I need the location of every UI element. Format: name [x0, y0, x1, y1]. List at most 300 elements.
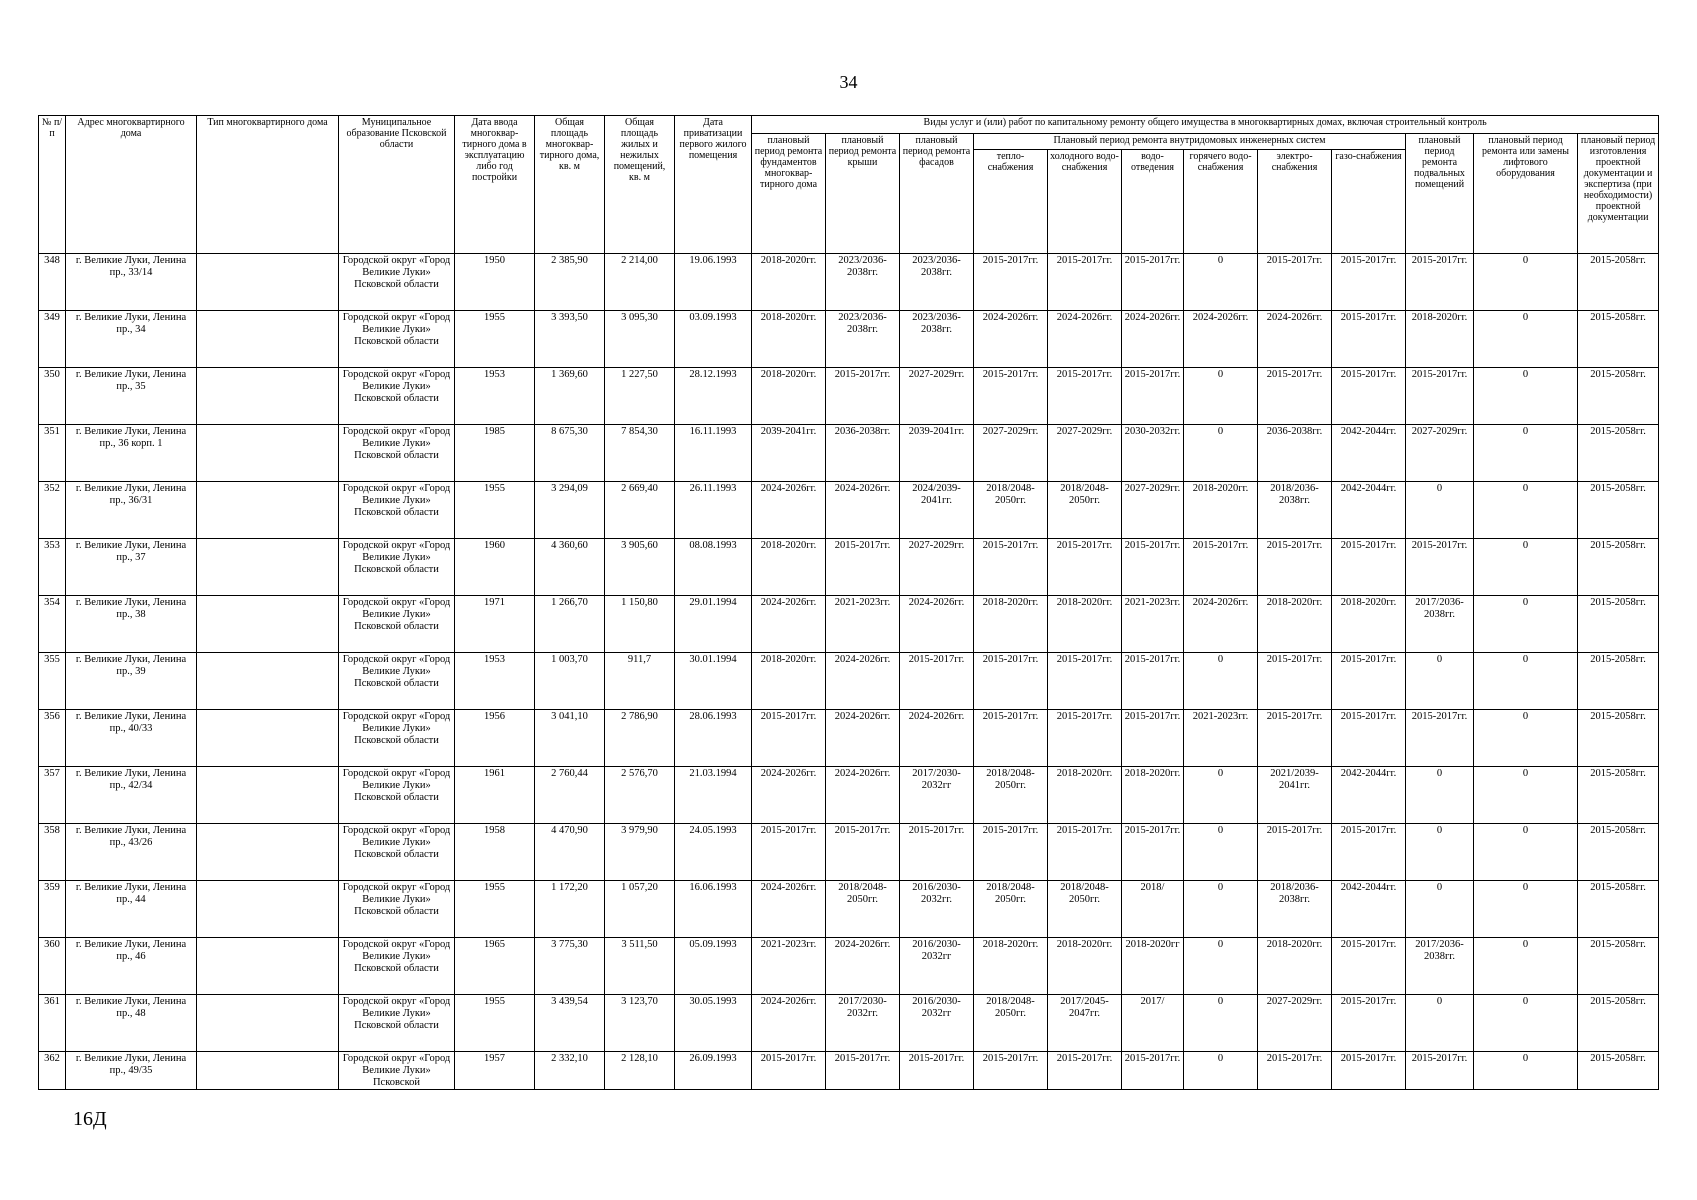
cell-gas: 2042-2044гг. — [1332, 881, 1406, 938]
cell-drainage: 2027-2029гг. — [1122, 482, 1184, 539]
cell-total-area: 1 369,60 — [535, 368, 605, 425]
cell-total-area: 2 760,44 — [535, 767, 605, 824]
cell-type — [197, 995, 339, 1052]
cell-drainage: 2015-2017гг. — [1122, 254, 1184, 311]
cell-foundation: 2021-2023гг. — [752, 938, 826, 995]
cell-roof: 2024-2026гг. — [826, 482, 900, 539]
cell-foundation: 2015-2017гг. — [752, 1052, 826, 1090]
cell-hot-water: 0 — [1184, 425, 1258, 482]
cell-type — [197, 311, 339, 368]
table-row — [39, 482, 1659, 539]
cell-num: 349 — [39, 311, 66, 368]
cell-priv-date: 03.09.1993 — [675, 311, 752, 368]
footer-code: 16Д — [73, 1108, 107, 1130]
cell-roof: 2024-2026гг. — [826, 938, 900, 995]
cell-address: г. Великие Луки, Ленина пр., 46 — [66, 938, 197, 995]
cell-electricity: 2018/2036-2038гг. — [1258, 881, 1332, 938]
cell-total-area: 1 172,20 — [535, 881, 605, 938]
cell-cold-water: 2018/2048-2050гг. — [1048, 482, 1122, 539]
cell-heating: 2015-2017гг. — [974, 254, 1048, 311]
cell-num: 350 — [39, 368, 66, 425]
cell-cold-water: 2015-2017гг. — [1048, 368, 1122, 425]
table-row — [39, 710, 1659, 767]
cell-roof: 2015-2017гг. — [826, 539, 900, 596]
cell-design: 2015-2058гг. — [1578, 425, 1659, 482]
cell-electricity: 2015-2017гг. — [1258, 1052, 1332, 1090]
cell-num: 352 — [39, 482, 66, 539]
cell-design: 2015-2058гг. — [1578, 539, 1659, 596]
cell-cold-water: 2018-2020гг. — [1048, 767, 1122, 824]
header-facade: плановый период ремонта фасадов — [900, 134, 974, 254]
cell-elevator: 0 — [1474, 596, 1578, 653]
cell-drainage: 2015-2017гг. — [1122, 653, 1184, 710]
cell-basement: 0 — [1406, 824, 1474, 881]
cell-municipality: Городской округ «Город Великие Луки» Псковской области — [339, 824, 455, 881]
cell-basement: 0 — [1406, 767, 1474, 824]
cell-residential-area: 1 227,50 — [605, 368, 675, 425]
cell-foundation: 2018-2020гг. — [752, 653, 826, 710]
header-type: Тип многоквартирного дома — [197, 116, 339, 254]
cell-type — [197, 425, 339, 482]
cell-address: г. Великие Луки, Ленина пр., 44 — [66, 881, 197, 938]
cell-priv-date: 08.08.1993 — [675, 539, 752, 596]
cell-address: г. Великие Луки, Ленина пр., 37 — [66, 539, 197, 596]
header-basement: плановый период ремонта подвальных помещений — [1406, 134, 1474, 254]
cell-roof: 2018/2048-2050гг. — [826, 881, 900, 938]
page-number: 34 — [839, 72, 858, 92]
cell-design: 2015-2058гг. — [1578, 254, 1659, 311]
cell-heating: 2018-2020гг. — [974, 596, 1048, 653]
cell-total-area: 4 360,60 — [535, 539, 605, 596]
cell-hot-water: 2021-2023гг. — [1184, 710, 1258, 767]
cell-cold-water: 2015-2017гг. — [1048, 710, 1122, 767]
cell-priv-date: 26.09.1993 — [675, 1052, 752, 1090]
cell-foundation: 2024-2026гг. — [752, 767, 826, 824]
cell-drainage: 2018-2020гг — [1122, 938, 1184, 995]
cell-address: г. Великие Луки, Ленина пр., 39 — [66, 653, 197, 710]
cell-total-area: 3 041,10 — [535, 710, 605, 767]
header-drainage: водо-отведения — [1122, 150, 1184, 254]
header-address: Адрес многоквартирного дома — [66, 116, 197, 254]
cell-roof: 2021-2023гг. — [826, 596, 900, 653]
cell-address: г. Великие Луки, Ленина пр., 38 — [66, 596, 197, 653]
cell-total-area: 3 439,54 — [535, 995, 605, 1052]
cell-num: 360 — [39, 938, 66, 995]
cell-type — [197, 767, 339, 824]
cell-foundation: 2015-2017гг. — [752, 824, 826, 881]
cell-elevator: 0 — [1474, 824, 1578, 881]
table-row — [39, 938, 1659, 995]
cell-gas: 2015-2017гг. — [1332, 539, 1406, 596]
cell-basement: 2017/2036-2038гг. — [1406, 938, 1474, 995]
cell-foundation: 2018-2020гг. — [752, 368, 826, 425]
cell-design: 2015-2058гг. — [1578, 311, 1659, 368]
cell-roof: 2024-2026гг. — [826, 710, 900, 767]
cell-facade: 2024-2026гг. — [900, 710, 974, 767]
cell-design: 2015-2058гг. — [1578, 995, 1659, 1052]
cell-elevator: 0 — [1474, 767, 1578, 824]
cell-residential-area: 3 979,90 — [605, 824, 675, 881]
cell-design: 2015-2058гг. — [1578, 653, 1659, 710]
cell-basement: 2015-2017гг. — [1406, 1052, 1474, 1090]
table-row — [39, 539, 1659, 596]
cell-year: 1965 — [455, 938, 535, 995]
header-foundation: плановый период ремонта фундаментов многоквар-тирного дома — [752, 134, 826, 254]
capital-repair-table — [38, 115, 1659, 1090]
cell-address: г. Великие Луки, Ленина пр., 36 корп. 1 — [66, 425, 197, 482]
cell-total-area: 4 470,90 — [535, 824, 605, 881]
cell-roof: 2015-2017гг. — [826, 1052, 900, 1090]
cell-electricity: 2015-2017гг. — [1258, 254, 1332, 311]
cell-gas: 2015-2017гг. — [1332, 653, 1406, 710]
cell-num: 357 — [39, 767, 66, 824]
cell-drainage: 2015-2017гг. — [1122, 1052, 1184, 1090]
cell-heating: 2018/2048-2050гг. — [974, 767, 1048, 824]
cell-hot-water: 0 — [1184, 1052, 1258, 1090]
cell-basement: 0 — [1406, 881, 1474, 938]
cell-heating: 2015-2017гг. — [974, 368, 1048, 425]
cell-heating: 2015-2017гг. — [974, 539, 1048, 596]
cell-basement: 0 — [1406, 482, 1474, 539]
table-row — [39, 767, 1659, 824]
cell-cold-water: 2015-2017гг. — [1048, 824, 1122, 881]
cell-hot-water: 0 — [1184, 368, 1258, 425]
cell-residential-area: 2 669,40 — [605, 482, 675, 539]
cell-residential-area: 7 854,30 — [605, 425, 675, 482]
cell-hot-water: 2018-2020гг. — [1184, 482, 1258, 539]
cell-municipality: Городской округ «Город Великие Луки» Псковской области — [339, 254, 455, 311]
cell-elevator: 0 — [1474, 425, 1578, 482]
cell-priv-date: 19.06.1993 — [675, 254, 752, 311]
cell-facade: 2024-2026гг. — [900, 596, 974, 653]
cell-year: 1957 — [455, 1052, 535, 1090]
cell-num: 358 — [39, 824, 66, 881]
cell-type — [197, 1052, 339, 1090]
header-cold-water: холодного водо-снабжения — [1048, 150, 1122, 254]
cell-heating: 2015-2017гг. — [974, 710, 1048, 767]
cell-heating: 2015-2017гг. — [974, 653, 1048, 710]
cell-roof: 2023/2036-2038гг. — [826, 311, 900, 368]
cell-design: 2015-2058гг. — [1578, 482, 1659, 539]
cell-basement: 2015-2017гг. — [1406, 710, 1474, 767]
cell-roof: 2036-2038гг. — [826, 425, 900, 482]
cell-municipality: Городской округ «Город Великие Луки» Псковской области — [339, 311, 455, 368]
cell-year: 1955 — [455, 881, 535, 938]
cell-facade: 2015-2017гг. — [900, 653, 974, 710]
cell-foundation: 2018-2020гг. — [752, 254, 826, 311]
cell-facade: 2023/2036-2038гг. — [900, 311, 974, 368]
cell-num: 351 — [39, 425, 66, 482]
cell-municipality: Городской округ «Город Великие Луки» Псковской области — [339, 938, 455, 995]
cell-num: 353 — [39, 539, 66, 596]
cell-address: г. Великие Луки, Ленина пр., 42/34 — [66, 767, 197, 824]
cell-type — [197, 881, 339, 938]
cell-priv-date: 30.05.1993 — [675, 995, 752, 1052]
cell-facade: 2015-2017гг. — [900, 824, 974, 881]
cell-heating: 2015-2017гг. — [974, 824, 1048, 881]
cell-year: 1971 — [455, 596, 535, 653]
table-row — [39, 881, 1659, 938]
cell-municipality: Городской округ «Город Великие Луки» Псковской области — [339, 653, 455, 710]
cell-cold-water: 2027-2029гг. — [1048, 425, 1122, 482]
cell-electricity: 2015-2017гг. — [1258, 653, 1332, 710]
cell-foundation: 2024-2026гг. — [752, 482, 826, 539]
header-num: № п/п — [39, 116, 66, 254]
header-hot-water: горячего водо-снабжения — [1184, 150, 1258, 254]
table-row — [39, 311, 1659, 368]
cell-address: г. Великие Луки, Ленина пр., 33/14 — [66, 254, 197, 311]
cell-elevator: 0 — [1474, 881, 1578, 938]
cell-electricity: 2015-2017гг. — [1258, 539, 1332, 596]
cell-cold-water: 2024-2026гг. — [1048, 311, 1122, 368]
cell-electricity: 2015-2017гг. — [1258, 710, 1332, 767]
cell-basement: 2015-2017гг. — [1406, 539, 1474, 596]
cell-facade: 2024/2039-2041гг. — [900, 482, 974, 539]
cell-type — [197, 710, 339, 767]
cell-total-area: 3 393,50 — [535, 311, 605, 368]
cell-basement: 2015-2017гг. — [1406, 368, 1474, 425]
header-engineering-group: Плановый период ремонта внутридомовых инженерных систем — [974, 134, 1406, 150]
cell-total-area: 3 294,09 — [535, 482, 605, 539]
cell-elevator: 0 — [1474, 653, 1578, 710]
header-privatization-date: Дата приватизации первого жилого помещения — [675, 116, 752, 254]
cell-foundation: 2024-2026гг. — [752, 596, 826, 653]
cell-residential-area: 3 095,30 — [605, 311, 675, 368]
cell-hot-water: 2024-2026гг. — [1184, 596, 1258, 653]
cell-year: 1955 — [455, 995, 535, 1052]
cell-residential-area: 911,7 — [605, 653, 675, 710]
cell-elevator: 0 — [1474, 368, 1578, 425]
cell-num: 356 — [39, 710, 66, 767]
cell-priv-date: 16.11.1993 — [675, 425, 752, 482]
cell-residential-area: 2 576,70 — [605, 767, 675, 824]
cell-year: 1960 — [455, 539, 535, 596]
cell-design: 2015-2058гг. — [1578, 824, 1659, 881]
cell-gas: 2015-2017гг. — [1332, 254, 1406, 311]
cell-gas: 2015-2017гг. — [1332, 710, 1406, 767]
cell-foundation: 2024-2026гг. — [752, 881, 826, 938]
cell-gas: 2015-2017гг. — [1332, 938, 1406, 995]
cell-hot-water: 0 — [1184, 767, 1258, 824]
cell-municipality: Городской округ «Город Великие Луки» Псковской области — [339, 767, 455, 824]
cell-basement: 2015-2017гг. — [1406, 254, 1474, 311]
cell-priv-date: 28.06.1993 — [675, 710, 752, 767]
cell-total-area: 8 675,30 — [535, 425, 605, 482]
cell-address: г. Великие Луки, Ленина пр., 48 — [66, 995, 197, 1052]
cell-gas: 2015-2017гг. — [1332, 1052, 1406, 1090]
cell-design: 2015-2058гг. — [1578, 596, 1659, 653]
cell-municipality: Городской округ «Город Великие Луки» Псковской — [339, 1052, 455, 1090]
cell-cold-water: 2015-2017гг. — [1048, 539, 1122, 596]
cell-design: 2015-2058гг. — [1578, 1052, 1659, 1090]
cell-year: 1961 — [455, 767, 535, 824]
cell-num: 362 — [39, 1052, 66, 1090]
table-row — [39, 824, 1659, 881]
table-row — [39, 596, 1659, 653]
cell-design: 2015-2058гг. — [1578, 938, 1659, 995]
cell-type — [197, 482, 339, 539]
cell-residential-area: 2 128,10 — [605, 1052, 675, 1090]
cell-num: 354 — [39, 596, 66, 653]
cell-drainage: 2021-2023гг. — [1122, 596, 1184, 653]
cell-drainage: 2015-2017гг. — [1122, 710, 1184, 767]
cell-foundation: 2039-2041гг. — [752, 425, 826, 482]
cell-heating: 2015-2017гг. — [974, 1052, 1048, 1090]
cell-year: 1955 — [455, 311, 535, 368]
header-municipality: Муниципальное образование Псковской области — [339, 116, 455, 254]
cell-address: г. Великие Луки, Ленина пр., 35 — [66, 368, 197, 425]
table-row — [39, 653, 1659, 710]
cell-cold-water: 2018/2048-2050гг. — [1048, 881, 1122, 938]
cell-heating: 2018/2048-2050гг. — [974, 995, 1048, 1052]
cell-municipality: Городской округ «Город Великие Луки» Псковской области — [339, 482, 455, 539]
cell-priv-date: 29.01.1994 — [675, 596, 752, 653]
cell-elevator: 0 — [1474, 254, 1578, 311]
cell-basement: 2017/2036-2038гг. — [1406, 596, 1474, 653]
cell-heating: 2018-2020гг. — [974, 938, 1048, 995]
table-body — [39, 254, 1659, 1090]
cell-heating: 2018/2048-2050гг. — [974, 482, 1048, 539]
cell-elevator: 0 — [1474, 938, 1578, 995]
cell-design: 2015-2058гг. — [1578, 368, 1659, 425]
cell-basement: 0 — [1406, 653, 1474, 710]
cell-electricity: 2024-2026гг. — [1258, 311, 1332, 368]
cell-municipality: Городской округ «Город Великие Луки» Псковской области — [339, 995, 455, 1052]
table-row — [39, 254, 1659, 311]
cell-electricity: 2027-2029гг. — [1258, 995, 1332, 1052]
cell-facade: 2016/2030-2032гг. — [900, 881, 974, 938]
cell-roof: 2024-2026гг. — [826, 767, 900, 824]
cell-residential-area: 2 786,90 — [605, 710, 675, 767]
cell-electricity: 2018-2020гг. — [1258, 596, 1332, 653]
cell-priv-date: 28.12.1993 — [675, 368, 752, 425]
cell-heating: 2024-2026гг. — [974, 311, 1048, 368]
cell-type — [197, 254, 339, 311]
cell-year: 1985 — [455, 425, 535, 482]
cell-num: 361 — [39, 995, 66, 1052]
cell-foundation: 2018-2020гг. — [752, 539, 826, 596]
cell-total-area: 1 003,70 — [535, 653, 605, 710]
cell-address: г. Великие Луки, Ленина пр., 36/31 — [66, 482, 197, 539]
cell-facade: 2039-2041гг. — [900, 425, 974, 482]
header-heating: тепло-снабжения — [974, 150, 1048, 254]
cell-elevator: 0 — [1474, 482, 1578, 539]
cell-drainage: 2015-2017гг. — [1122, 539, 1184, 596]
cell-heating: 2027-2029гг. — [974, 425, 1048, 482]
cell-gas: 2018-2020гг. — [1332, 596, 1406, 653]
cell-year: 1953 — [455, 368, 535, 425]
cell-year: 1955 — [455, 482, 535, 539]
cell-gas: 2015-2017гг. — [1332, 995, 1406, 1052]
cell-facade: 2015-2017гг. — [900, 1052, 974, 1090]
cell-address: г. Великие Луки, Ленина пр., 34 — [66, 311, 197, 368]
cell-priv-date: 26.11.1993 — [675, 482, 752, 539]
header-residential-area: Общая площадь жилых и нежилых помещений, кв. м — [605, 116, 675, 254]
cell-roof: 2015-2017гг. — [826, 368, 900, 425]
cell-facade: 2017/2030-2032гг — [900, 767, 974, 824]
table-row — [39, 995, 1659, 1052]
cell-facade: 2027-2029гг. — [900, 368, 974, 425]
cell-hot-water: 0 — [1184, 254, 1258, 311]
cell-roof: 2023/2036-2038гг. — [826, 254, 900, 311]
cell-design: 2015-2058гг. — [1578, 767, 1659, 824]
cell-type — [197, 653, 339, 710]
cell-type — [197, 368, 339, 425]
cell-design: 2015-2058гг. — [1578, 881, 1659, 938]
header-gas: газо-снабжения — [1332, 150, 1406, 254]
cell-roof: 2015-2017гг. — [826, 824, 900, 881]
cell-priv-date: 21.03.1994 — [675, 767, 752, 824]
cell-type — [197, 539, 339, 596]
cell-cold-water: 2017/2045-2047гг. — [1048, 995, 1122, 1052]
cell-total-area: 2 385,90 — [535, 254, 605, 311]
cell-hot-water: 2015-2017гг. — [1184, 539, 1258, 596]
cell-elevator: 0 — [1474, 539, 1578, 596]
cell-foundation: 2018-2020гг. — [752, 311, 826, 368]
cell-gas: 2042-2044гг. — [1332, 767, 1406, 824]
cell-gas: 2042-2044гг. — [1332, 482, 1406, 539]
cell-type — [197, 938, 339, 995]
cell-heating: 2018/2048-2050гг. — [974, 881, 1048, 938]
cell-elevator: 0 — [1474, 995, 1578, 1052]
cell-hot-water: 0 — [1184, 653, 1258, 710]
cell-drainage: 2030-2032гг. — [1122, 425, 1184, 482]
cell-facade: 2016/2030-2032гг — [900, 938, 974, 995]
header-date-commission: Дата ввода многоквар-тирного дома в эксплуатацию либо год постройки — [455, 116, 535, 254]
header-total-area: Общая площадь многоквар-тирного дома, кв. м — [535, 116, 605, 254]
cell-municipality: Городской округ «Город Великие Луки» Псковской области — [339, 539, 455, 596]
cell-year: 1956 — [455, 710, 535, 767]
cell-residential-area: 3 123,70 — [605, 995, 675, 1052]
cell-elevator: 0 — [1474, 311, 1578, 368]
cell-hot-water: 0 — [1184, 824, 1258, 881]
cell-roof: 2017/2030-2032гг. — [826, 995, 900, 1052]
cell-type — [197, 824, 339, 881]
cell-residential-area: 3 511,50 — [605, 938, 675, 995]
cell-electricity: 2015-2017гг. — [1258, 824, 1332, 881]
cell-total-area: 1 266,70 — [535, 596, 605, 653]
cell-priv-date: 30.01.1994 — [675, 653, 752, 710]
cell-hot-water: 2024-2026гг. — [1184, 311, 1258, 368]
cell-basement: 2027-2029гг. — [1406, 425, 1474, 482]
cell-gas: 2042-2044гг. — [1332, 425, 1406, 482]
cell-cold-water: 2018-2020гг. — [1048, 596, 1122, 653]
cell-type — [197, 596, 339, 653]
cell-cold-water: 2018-2020гг. — [1048, 938, 1122, 995]
cell-elevator: 0 — [1474, 710, 1578, 767]
cell-residential-area: 2 214,00 — [605, 254, 675, 311]
cell-electricity: 2018/2036-2038гг. — [1258, 482, 1332, 539]
cell-hot-water: 0 — [1184, 881, 1258, 938]
cell-municipality: Городской округ «Город Великие Луки» Псковской области — [339, 881, 455, 938]
cell-address: г. Великие Луки, Ленина пр., 40/33 — [66, 710, 197, 767]
header-design-docs: плановый период изготовления проектной документации и экспертиза (при необходимости) проектной документации — [1578, 134, 1659, 254]
cell-foundation: 2024-2026гг. — [752, 995, 826, 1052]
cell-cold-water: 2015-2017гг. — [1048, 653, 1122, 710]
cell-gas: 2015-2017гг. — [1332, 824, 1406, 881]
cell-drainage: 2024-2026гг. — [1122, 311, 1184, 368]
header-works-group: Виды услуг и (или) работ по капитальному ремонту общего имущества в многоквартирных домах, включая строительный контроль — [752, 116, 1659, 134]
table-row — [39, 368, 1659, 425]
cell-year: 1958 — [455, 824, 535, 881]
cell-drainage: 2018/ — [1122, 881, 1184, 938]
cell-residential-area: 3 905,60 — [605, 539, 675, 596]
cell-electricity: 2018-2020гг. — [1258, 938, 1332, 995]
cell-roof: 2024-2026гг. — [826, 653, 900, 710]
cell-year: 1953 — [455, 653, 535, 710]
cell-municipality: Городской округ «Город Великие Луки» Псковской области — [339, 710, 455, 767]
cell-facade: 2023/2036-2038гг. — [900, 254, 974, 311]
